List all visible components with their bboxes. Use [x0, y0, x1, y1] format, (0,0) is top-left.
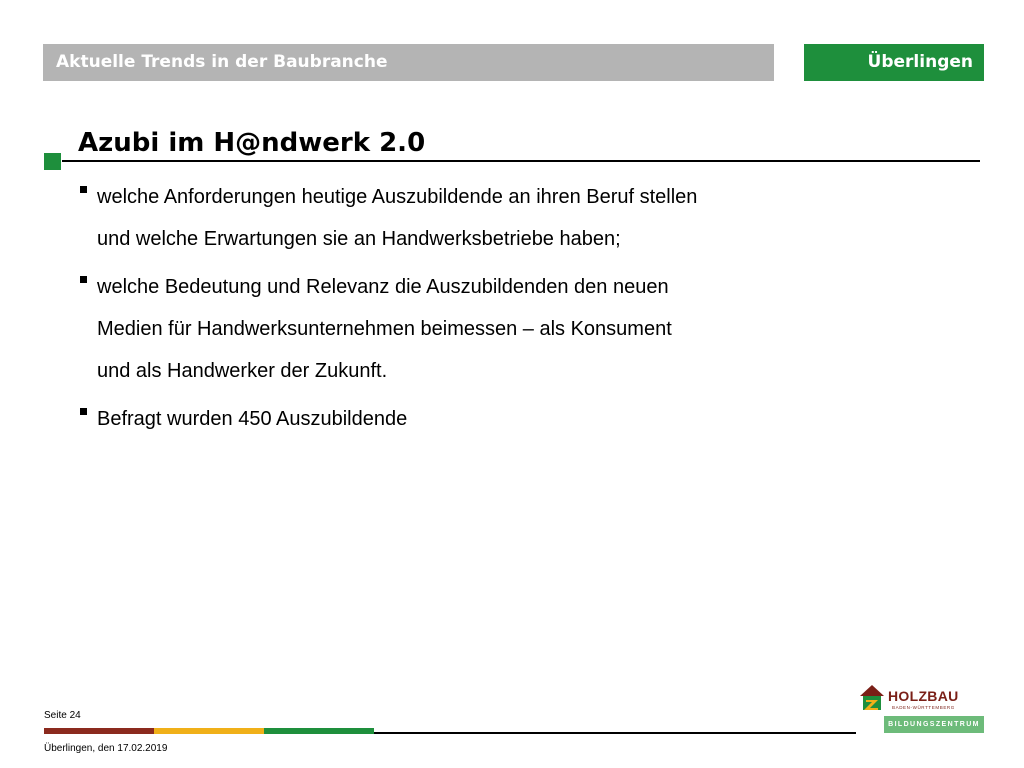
bullet-item: [78, 176, 838, 260]
bullet-item: [78, 398, 838, 440]
title-underline: [62, 160, 980, 162]
bullet-text-line: Befragt wurden 450 Auszubildende: [97, 408, 408, 430]
bullet-text-line: und als Handwerker der Zukunft.: [97, 360, 388, 382]
square-bullet-icon: [80, 408, 87, 415]
title-marker-square: [44, 153, 61, 170]
slide-title: Azubi im H@ndwerk 2.0: [78, 128, 426, 158]
holzbau-logo: [858, 682, 986, 738]
page-number: Seite 24: [44, 710, 81, 721]
footer-stripe-yellow: [154, 728, 264, 734]
square-bullet-icon: [80, 186, 87, 193]
square-bullet-icon: [80, 276, 87, 283]
section-title-bar: Aktuelle Trends in der Baubranche: [43, 44, 774, 81]
logo-subtitle: BADEN-WÜRTTEMBERG: [892, 705, 955, 710]
footer-stripe-green: [264, 728, 374, 734]
bullet-list: [78, 176, 838, 446]
bullet-text-line: Medien für Handwerksunternehmen beimessen – als Konsument: [97, 318, 672, 340]
holzbau-house-logo-icon: [858, 682, 886, 712]
bullet-item: [78, 266, 838, 392]
logo-name: HOLZBAU: [888, 688, 959, 704]
bullet-text-line: welche Anforderungen heutige Auszubildende an ihren Beruf stellen: [97, 186, 698, 208]
logo-band: BILDUNGSZENTRUM: [884, 716, 984, 733]
footer-stripe-red: [44, 728, 154, 734]
location-badge: Überlingen: [804, 44, 984, 81]
footer-date: Überlingen, den 17.02.2019: [44, 743, 168, 754]
bullet-text-line: und welche Erwartungen sie an Handwerksbetriebe haben;: [97, 228, 621, 250]
bullet-text-line: welche Bedeutung und Relevanz die Auszubildenden den neuen: [97, 276, 669, 298]
